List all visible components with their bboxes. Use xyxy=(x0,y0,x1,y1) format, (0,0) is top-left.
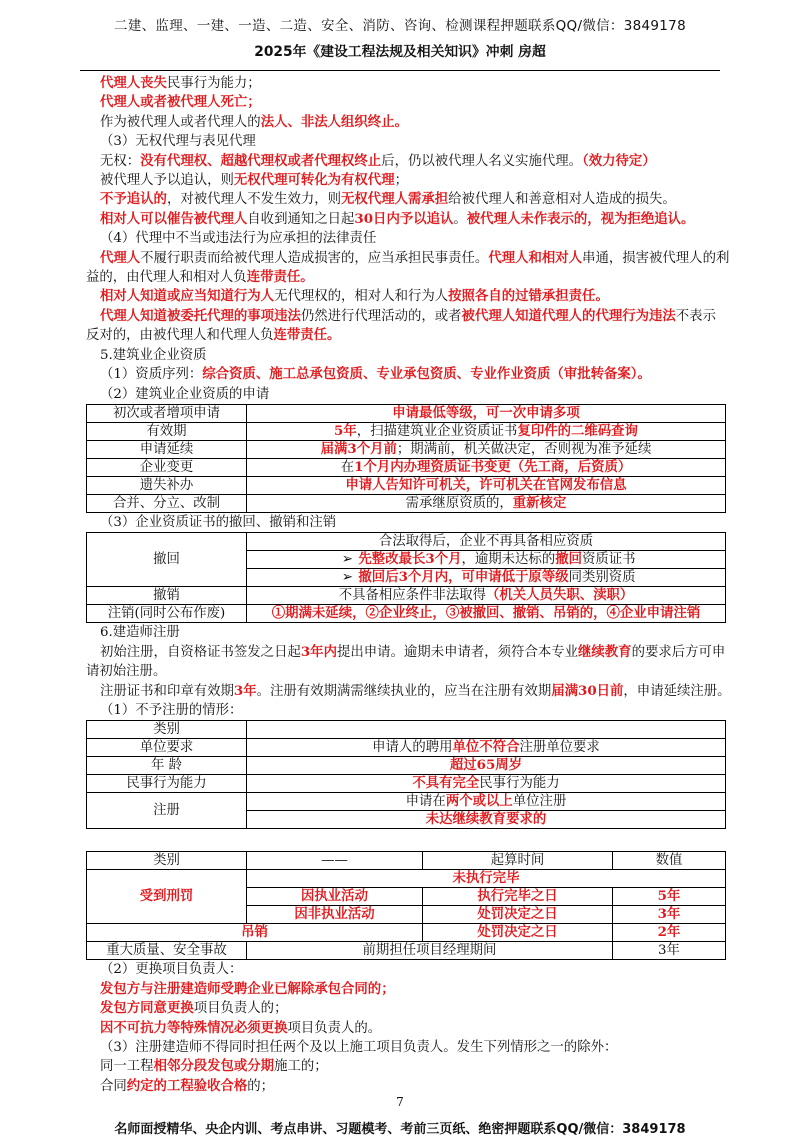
body-text: 申请在 xyxy=(405,794,446,810)
agency-section xyxy=(86,74,730,404)
emphasis-text: 代理人丧失 xyxy=(100,75,167,91)
paragraph-line xyxy=(86,152,726,171)
emphasis-text: 代理人 xyxy=(100,249,141,266)
emphasis-text: 3年内 xyxy=(300,643,337,660)
body-text: 资质证书 xyxy=(582,552,636,568)
body-text: 在 xyxy=(340,459,355,475)
emphasis-text: 先整改最长3个月 xyxy=(358,551,462,568)
row-label: 遗失补办 xyxy=(87,476,247,494)
body-text: 后，仍以被代理人名义实施代理。 xyxy=(381,153,583,169)
table-cell xyxy=(247,569,726,587)
body-text: 注册单位要求 xyxy=(519,740,600,756)
body-text: 合法取得后，企业不再具备相应资质 xyxy=(378,534,594,550)
emphasis-text: 两个或以上 xyxy=(445,793,513,810)
emphasis-text: 不具有完全 xyxy=(412,775,480,792)
body-text: 民事行为能力； xyxy=(166,76,261,91)
paragraph-line xyxy=(86,171,726,190)
table-cell xyxy=(247,458,726,476)
paragraph-line xyxy=(86,999,726,1018)
paragraph-line xyxy=(86,980,726,999)
paragraph-line xyxy=(86,307,726,326)
body-text: 自收到通知之日起 xyxy=(247,211,355,227)
body-text: 不履行职责而给被代理人造成损害的，应当承担民事责任。 xyxy=(140,250,489,266)
page-number: 7 xyxy=(396,1095,404,1109)
constructor-registration-section xyxy=(86,623,731,720)
body-text: 项目负责人的。 xyxy=(287,1020,382,1036)
emphasis-text: 连带责任。 xyxy=(273,327,341,344)
emphasis-text: 超过65周岁 xyxy=(449,757,523,774)
table-cell: 前期担任项目经理期间 xyxy=(247,942,613,960)
row-label: 重大质量、安全事故 xyxy=(87,942,247,960)
header-contact: 二建、监理、一建、一造、二造、安全、消防、咨询、检测课程押题联系QQ/微信：3849178 xyxy=(114,18,686,34)
table-cell: 3年 xyxy=(613,906,726,924)
paragraph-line xyxy=(86,513,726,532)
table-row xyxy=(87,739,726,757)
body-text: （3）注册建造师不得同时担任两个及以上施工项目负责人。发生下列情形之一的除外： xyxy=(100,1039,618,1055)
emphasis-text: 综合资质、施工总承包资质、专业承包资质、专业作业资质（审批转备案）。 xyxy=(202,366,651,383)
table-row xyxy=(87,721,726,739)
paragraph-line xyxy=(86,287,726,306)
emphasis-text: 30日内予以追认 xyxy=(354,210,454,227)
body-text: 同一工程 xyxy=(100,1059,154,1075)
emphasis-text: 3年 xyxy=(233,682,257,699)
body-text: 作为被代理人或者代理人的 xyxy=(100,114,261,130)
emphasis-text: 相对人知道或应当知道行为人 xyxy=(100,288,275,305)
body-text: 。注册有效期满需继续执业的，应当在注册有效期 xyxy=(256,683,552,699)
body-text: 益的，由代理人和相对人负 xyxy=(86,270,247,286)
emphasis-text: 没有代理权、超越代理权或者代理权终止 xyxy=(140,152,382,169)
body-text: 单位注册 xyxy=(512,794,567,810)
table-row xyxy=(87,404,726,422)
emphasis-text: 代理人知道被委托代理的事项违法 xyxy=(100,307,301,324)
paragraph-line xyxy=(86,1057,726,1076)
emphasis-text: 继续教育 xyxy=(578,643,632,660)
paragraph-line xyxy=(86,1038,726,1057)
body-text: 合同 xyxy=(100,1078,127,1094)
table-cell xyxy=(247,739,726,757)
table-cell xyxy=(247,793,726,811)
body-text: ； xyxy=(394,173,408,189)
row-label: 受到刑罚 xyxy=(87,870,247,924)
emphasis-text: ①期满未延续，②企业终止，③被撤回、撤销、吊销的，④企业申请注销 xyxy=(271,605,701,622)
paragraph-line xyxy=(86,701,726,720)
paragraph-line xyxy=(86,682,731,701)
emphasis-text: 被代理人知道代理人的代理行为违法 xyxy=(461,307,676,324)
body-text: 无权： xyxy=(100,153,141,169)
table-cell: 执行完毕之日 xyxy=(423,888,613,906)
table-cell xyxy=(247,422,726,440)
body-text: 。 xyxy=(453,211,467,227)
paragraph-line xyxy=(86,113,726,132)
column-header: 起算时间 xyxy=(423,852,613,870)
emphasis-text: 复印件的二维码查询 xyxy=(517,422,638,439)
row-label: 单位要求 xyxy=(87,739,247,757)
table-row xyxy=(87,533,726,551)
table-cell xyxy=(247,404,726,422)
table-cell: 3年 xyxy=(613,942,726,960)
column-header: 类别 xyxy=(87,852,247,870)
emphasis-text: 相邻分段发包或分期 xyxy=(153,1058,275,1075)
paragraph-line xyxy=(86,1019,726,1038)
paragraph-line xyxy=(86,1077,726,1096)
body-text: （2）建筑业企业资质的申请 xyxy=(100,386,270,402)
table-row xyxy=(87,458,726,476)
emphasis-text: 未达继续教育要求的 xyxy=(425,811,547,828)
table-row xyxy=(87,924,726,942)
table-row xyxy=(87,494,726,512)
table-cell: 处罚决定之日 xyxy=(423,906,613,924)
body-text: 6.建造师注册 xyxy=(100,625,180,641)
paragraph-line xyxy=(86,346,726,365)
table-row xyxy=(87,852,726,870)
row-label: 吊销 xyxy=(87,924,423,942)
row-label: 年 龄 xyxy=(87,757,247,775)
body-text: 请初始注册。 xyxy=(86,664,167,680)
body-text: 初始注册，自资格证书签发之日起 xyxy=(100,644,301,660)
table-cell xyxy=(247,775,726,793)
body-text: 同类别资质 xyxy=(568,570,636,586)
paragraph-line xyxy=(86,132,726,151)
paragraph-line xyxy=(86,190,726,209)
row-label: 撤销 xyxy=(87,587,247,605)
table-row xyxy=(87,757,726,775)
qualification-application-table xyxy=(86,404,726,513)
emphasis-text: 1个月内办理资质证书变更（先工商，后资质） xyxy=(354,458,632,475)
table-row xyxy=(87,440,726,458)
emphasis-text: 届满30日前 xyxy=(551,682,624,699)
paragraph-line xyxy=(86,960,726,979)
body-text: ，申请延续注册。 xyxy=(623,683,731,699)
table-row xyxy=(87,422,726,440)
registration-time-limit-table xyxy=(86,851,726,960)
header-divider xyxy=(80,70,720,71)
certificate-section-heading xyxy=(86,513,726,532)
table-cell xyxy=(247,533,726,551)
body-text: 注册证书和印章有效期 xyxy=(100,683,234,699)
paragraph-line xyxy=(86,249,730,268)
table-cell: 处罚决定之日 xyxy=(423,924,613,942)
body-text: 无代理权的，相对人和行为人 xyxy=(274,289,449,305)
paragraph-line xyxy=(86,93,726,112)
table-cell xyxy=(247,757,726,775)
emphasis-text: （机关人员失职、渎职） xyxy=(486,587,634,604)
paragraph-line xyxy=(86,662,726,681)
table-cell xyxy=(247,551,726,569)
emphasis-text: 无权代理人需承担 xyxy=(341,191,449,208)
emphasis-text: 约定的工程验收合格 xyxy=(126,1077,248,1094)
body-text: 仍然进行代理活动的，或者 xyxy=(300,308,462,324)
body-text: 的要求后方可申 xyxy=(631,644,726,660)
row-label: 企业变更 xyxy=(87,458,247,476)
body-text: （1）不予注册的情形： xyxy=(100,702,243,718)
emphasis-text: 发包方与注册建造师受聘企业已解除承包合同的； xyxy=(100,980,395,997)
paragraph-line xyxy=(86,326,726,345)
table-cell xyxy=(247,440,726,458)
body-text: 的； xyxy=(247,1078,275,1094)
table-cell: 2年 xyxy=(613,924,726,942)
table-cell: 因执业活动 xyxy=(247,888,423,906)
column-header: 数值 xyxy=(613,852,726,870)
no-registration-table xyxy=(86,720,726,829)
row-label: 有效期 xyxy=(87,422,247,440)
table-cell: 未执行完毕 xyxy=(247,870,726,888)
row-label: 注册 xyxy=(87,793,247,829)
body-text: 被代理人予以追认，则 xyxy=(100,173,234,189)
paragraph-line xyxy=(86,643,726,662)
body-text: 串通，损害被代理人的利 xyxy=(582,250,730,266)
table-cell xyxy=(247,587,726,605)
emphasis-text: 重新核定 xyxy=(512,494,567,511)
footer-contact: 名师面授精华、央企内训、考点串讲、习题模考、考前三页纸、绝密押题联系QQ/微信：3849178 xyxy=(114,1122,686,1137)
project-manager-section xyxy=(86,960,726,1096)
paragraph-line xyxy=(86,74,726,93)
bullet-icon: ➢ xyxy=(341,570,354,586)
paragraph-line xyxy=(86,210,726,229)
body-text: 提出申请。逾期未申请者，须符合本专业 xyxy=(336,644,578,660)
bullet-icon: ➢ xyxy=(341,552,354,568)
body-text: （4）代理中不当或违法行为应承担的法律责任 xyxy=(100,231,377,247)
emphasis-text: 届满3个月前 xyxy=(320,440,397,457)
paragraph-line xyxy=(86,268,726,287)
emphasis-text: 代理人或者被代理人死亡； xyxy=(100,94,261,111)
body-text: 民事行为能力 xyxy=(479,776,560,792)
body-text: 给被代理人和善意相对人造成的损失。 xyxy=(448,192,676,208)
table-row xyxy=(87,942,726,960)
emphasis-text: 代理人和相对人 xyxy=(488,249,583,266)
row-label: 申请延续 xyxy=(87,440,247,458)
column-header: 类别 xyxy=(87,721,247,739)
emphasis-text: 单位不符合 xyxy=(452,739,520,756)
body-text: 项目负责人的； xyxy=(193,1001,288,1017)
table-cell xyxy=(247,605,726,623)
paragraph-line xyxy=(86,365,726,384)
table-cell: 因非执业活动 xyxy=(247,906,423,924)
table-row xyxy=(87,476,726,494)
emphasis-text: 5年 xyxy=(334,422,357,439)
row-label: 民事行为能力 xyxy=(87,775,247,793)
emphasis-text: 撤回后3个月内，可申请低于原等级 xyxy=(358,569,569,586)
emphasis-text: （效力待定） xyxy=(582,152,656,169)
table-row xyxy=(87,870,726,888)
emphasis-text: 撤回 xyxy=(555,551,582,568)
body-text: ，对被代理人不发生效力，则 xyxy=(166,192,342,208)
body-text: 5.建筑业企业资质 xyxy=(100,347,207,363)
emphasis-text: 发包方同意更换 xyxy=(100,1000,194,1017)
table-cell xyxy=(247,494,726,512)
paragraph-line xyxy=(86,623,726,642)
table-row xyxy=(87,587,726,605)
emphasis-text: 法人、非法人组织终止。 xyxy=(260,113,408,130)
table-row xyxy=(87,793,726,811)
emphasis-text: 不予追认的 xyxy=(100,191,167,208)
emphasis-text: 被代理人未作表示的，视为拒绝追认。 xyxy=(466,210,695,227)
body-text: 不表示 xyxy=(675,308,716,324)
table-cell xyxy=(247,811,726,829)
body-text: （3）企业资质证书的撤回、撤销和注销 xyxy=(100,514,337,530)
emphasis-text: 申请人告知许可机关，许可机关在官网发布信息 xyxy=(345,476,627,493)
column-header: —— xyxy=(247,852,423,870)
row-label: 初次或者增项申请 xyxy=(87,404,247,422)
body-text: 反对的，由被代理人和代理人负 xyxy=(86,328,274,344)
header-title: 2025年《建设工程法规及相关知识》冲刺 房超 xyxy=(254,44,546,60)
table-cell xyxy=(247,721,726,739)
body-text: 施工的； xyxy=(274,1059,328,1075)
emphasis-text: 申请最低等级，可一次申请多项 xyxy=(392,404,580,421)
emphasis-text: 相对人可以催告被代理人 xyxy=(100,210,248,227)
row-label: 注销(同时公布作废) xyxy=(87,605,247,623)
body-text: 需承继原资质的， xyxy=(405,495,513,511)
table-row xyxy=(87,605,726,623)
page-content xyxy=(86,74,731,1096)
body-text: ，逾期未达标的 xyxy=(461,552,556,568)
body-text: （1）资质序列： xyxy=(100,367,203,383)
paragraph-line xyxy=(86,229,726,248)
emphasis-text: 无权代理可转化为有权代理 xyxy=(233,172,395,189)
table-cell xyxy=(247,476,726,494)
emphasis-text: 按照各自的过错承担责任。 xyxy=(448,288,609,305)
row-label: 合并、分立、改制 xyxy=(87,494,247,512)
body-text: ，扫描建筑业企业资质证书 xyxy=(356,423,518,439)
table-row xyxy=(87,775,726,793)
body-text: ；期满前，机关做决定，否则视为准予延续 xyxy=(396,441,652,457)
certificate-revocation-table xyxy=(86,532,726,623)
body-text: （2）更换项目负责人： xyxy=(100,962,243,978)
body-text: 申请人的聘用 xyxy=(372,740,453,756)
body-text: 不具备相应条件非法取得 xyxy=(338,588,486,604)
emphasis-text: 因不可抗力等特殊情况必须更换 xyxy=(100,1019,288,1036)
emphasis-text: 连带责任。 xyxy=(246,269,314,286)
table-cell: 5年 xyxy=(613,888,726,906)
row-label: 撤回 xyxy=(87,533,247,587)
body-text: （3）无权代理与表见代理 xyxy=(100,134,256,150)
paragraph-line xyxy=(86,385,726,404)
